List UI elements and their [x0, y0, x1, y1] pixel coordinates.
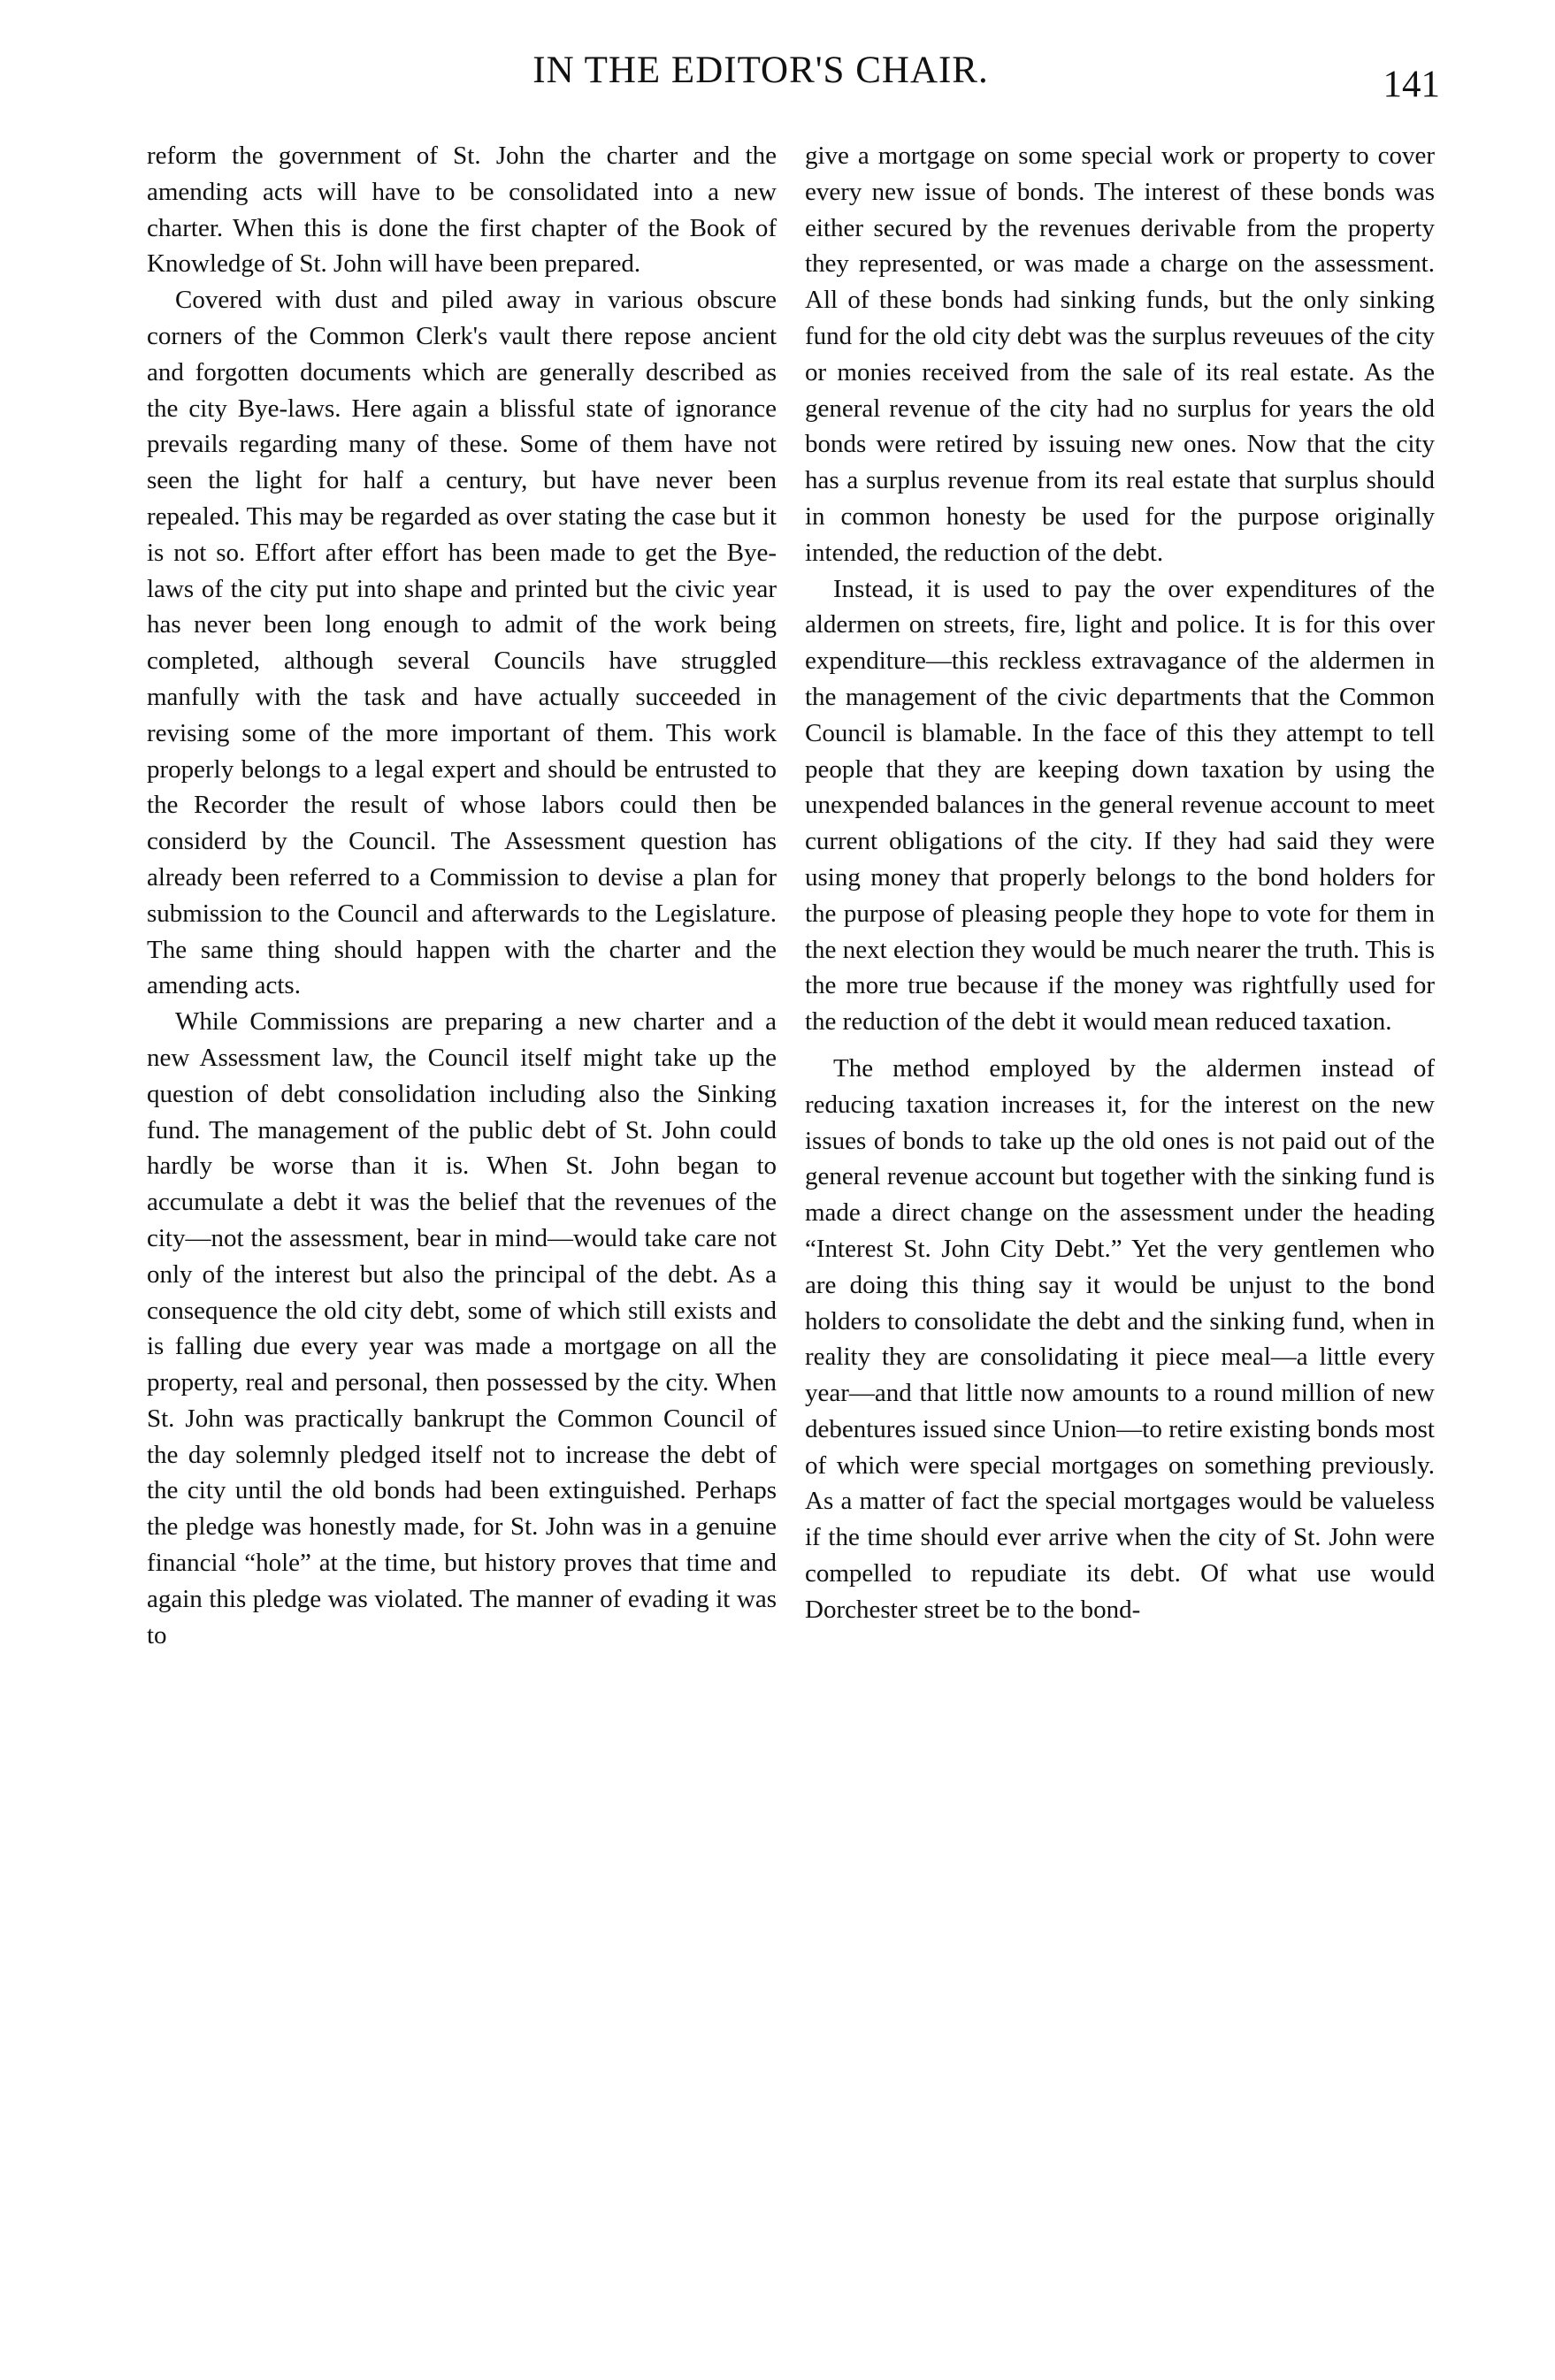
page-number: 141 [1383, 64, 1440, 105]
right-paragraph-1: give a mortgage on some special work or property to cover every new issue of bonds. The interest of these bonds was either secured by the revenues derivable from the property they represented, or was made a charge on the assessment. All of these bonds had sinking funds, but the only sinking fund for the old city debt was the surplus reveuues of the city or monies received from the sale of its real estate. As the general revenue of the city had no surplus for years the old bonds were retired by issuing new ones. Now that the city has a surplus revenue from its real estate that surplus should in common honesty be used for the purpose originally intended, the reduction of the debt. [805, 142, 1435, 567]
right-paragraph-3: The method employed by the aldermen instead of reducing taxation increases it, for the interest on the new issues of bonds to take up the old ones is not paid out of the general revenue account but together with the sinking fund is made a direct change on the assessment under the heading “Interest St. John City Debt.” Yet the very gentlemen who are doing this thing say it would be unjust to the bond holders to consolidate the debt and the sinking fund, when in reality they are consolidating it piece meal—a little every year—and that little now amounts to a round million of new debentures issued since Union—to retire existing bonds most of which were special mortgages on something previously. As a matter of fact the special mortgages would be valueless if the time should ever arrive when the city of St. John were compelled to repudiate its debt. Of what use would Dorchester street be to the bond- [805, 1053, 1435, 1624]
left-paragraph-1: reform the government of St. John the charter and the amending acts will have to be consolidated into a new charter. When this is done the first chapter of the Book of Knowledge of St. John will have been prepared. [147, 142, 777, 279]
right-column [805, 138, 1435, 1628]
left-column [147, 138, 777, 1653]
left-paragraph-3: While Commissions are preparing a new charter and a new Assessment law, the Council itself might take up the question of debt consolidation including also the Sinking fund. The management of the public debt of St. John could hardly be worse than it is. When St. John began to accumulate a debt it was the belief that the revenues of the city—not the assessment, bear in mind—would take care not only of the interest but also the principal of the debt. As a consequence the old city debt, some of which still exists and is falling due every year was made a mortgage on all the property, real and personal, then possessed by the city. When St. John was practically bankrupt the Common Council of the day solemnly pledged itself not to increase the debt of the city until the old bonds had been extinguished. Perhaps the pledge was honestly made, for St. John was in a genuine financial “hole” at the time, but history proves that time and again this pledge was violated. The manner of evading it was to [147, 1007, 777, 1649]
right-paragraph-2: Instead, it is used to pay the over expenditures of the aldermen on streets, fire, light and police. It is for this over expenditure—this reckless extravagance of the aldermen in the management of the civic departments that the Common Council is blamable. In the face of this they attempt to tell people that they are keeping down taxation by using the unexpended balances in the general revenue account to meet current obligations of the city. If they had said they were using money that properly belongs to the bond holders for the purpose of pleasing people they hope to vote for them in the next election they would be much nearer the truth. This is the more true because if the money was rightfully used for the reduction of the debt it would mean reduced taxation. [805, 574, 1435, 1037]
running-title: IN THE EDITOR'S CHAIR. [532, 50, 989, 91]
left-paragraph-2: Covered with dust and piled away in various obscure corners of the Common Clerk's vault there repose ancient and forgotten documents which are generally described as the city Bye-laws. Here again a blissful state of ignorance prevails regarding many of these. Some of them have not seen the light for half a century, but have never been repealed. This may be regarded as over stating the case but it is not so. Effort after effort has been made to get the Bye-laws of the city put into shape and printed but the civic year has never been long enough to admit of the work being completed, although several Councils have struggled manfully with the task and have actually succeeded in revising some of the more important of them. This work properly belongs to a legal expert and should be entrusted to the Recorder the result of whose labors could then be considerd by the Council. The Assessment question has already been referred to a Commission to devise a plan for submission to the Council and afterwards to the Legislature. The same thing should happen with the charter and the amending acts. [147, 286, 777, 1000]
